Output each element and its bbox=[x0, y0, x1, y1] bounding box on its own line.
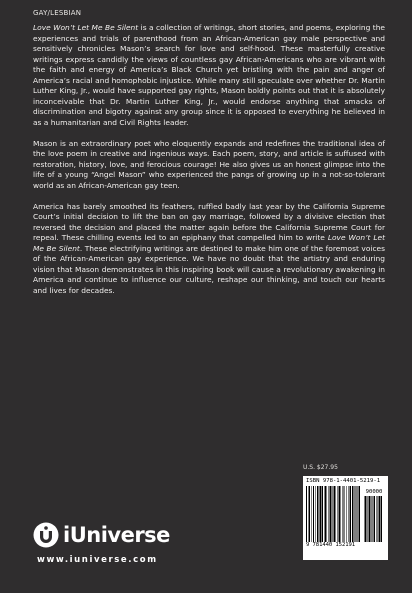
ean-digits: 9 781440 152191 bbox=[306, 542, 356, 548]
isbn-number: ISBN 978-1-4401-5219-1 bbox=[306, 478, 381, 484]
publisher-logo bbox=[33, 522, 170, 548]
paragraph-3-text-before: America has barely smoothed its feathers, ruffled badly last year by the California Supreme Court’s initial decision to lift the ban on gay marriage, followed by a divisive election that reversed the decision and placed the matter again before the California Supreme Court for repeal. These chilling events led to an epiphany that compelled him to write bbox=[33, 201, 385, 242]
book-title-italic: Love Won’t Let Me Be Silent bbox=[33, 233, 386, 253]
addon-barcode-bars bbox=[364, 496, 384, 542]
publisher-website: www.iuniverse.com bbox=[37, 555, 158, 565]
book-title-italic: Love Won’t Let Me Be Silent bbox=[33, 23, 139, 32]
barcode-addon-number: 90000 bbox=[365, 489, 383, 495]
barcode bbox=[303, 476, 388, 560]
paragraph-1-text: is a collection of writings, short stories, and poems, exploring the experiences and trials of parenthood from an African-American gay male perspective and sensitively chronicles Mason’s search for love and self-hood. These masterfully creative writings express candidly the views of countless gay African-Americans who are vibrant with the faith and energy of America’s Black Church yet bristling with the pain and anger of America’s racial and homophobic injustice. While many still speculate over whether Dr. Martin Luther King, Jr., would have supported gay rights, Mason boldly points out that it is absolutely inconceivable that Dr. Martin Luther King, Jr., would endorse anything that smacks of discrimination and bigotry against any group since it is opposed to everything he believed in as a humanitarian and Civil Rights leader. bbox=[33, 23, 385, 127]
iuniverse-logo-icon bbox=[33, 522, 59, 548]
publisher-name: iUniverse bbox=[63, 523, 170, 547]
description-paragraph-1 bbox=[33, 23, 385, 128]
paragraph-3-text-after: . These electrifying writings are destined to make him one of the foremost voices of the African-American gay experience. We have no doubt that the artistry and enduring vision that Mason demonstrates in this inspiring book will cause a revolutionary awakening in America and continue to influence our culture, reshape our thinking, and touch our hearts and lives for decades. bbox=[33, 243, 385, 295]
description-paragraph-3 bbox=[33, 202, 385, 297]
description-paragraph-2: Mason is an extraordinary poet who eloquently expands and redefines the traditional idea of the love poem in creative and ingenious ways. Each poem, story, and article is suffused with restoration, history, love, and ferocious courage! He also gives us an honest glimpse into the life of a young “Angel Mason” who experienced the pangs of growing up in a not-so-tolerant world as an African-American gay teen. bbox=[33, 138, 385, 190]
book-description bbox=[33, 23, 385, 307]
book-category: GAY/LESBIAN bbox=[33, 9, 82, 17]
price-label: U.S. $27.95 bbox=[303, 464, 338, 471]
ean-barcode-bars bbox=[306, 486, 362, 542]
